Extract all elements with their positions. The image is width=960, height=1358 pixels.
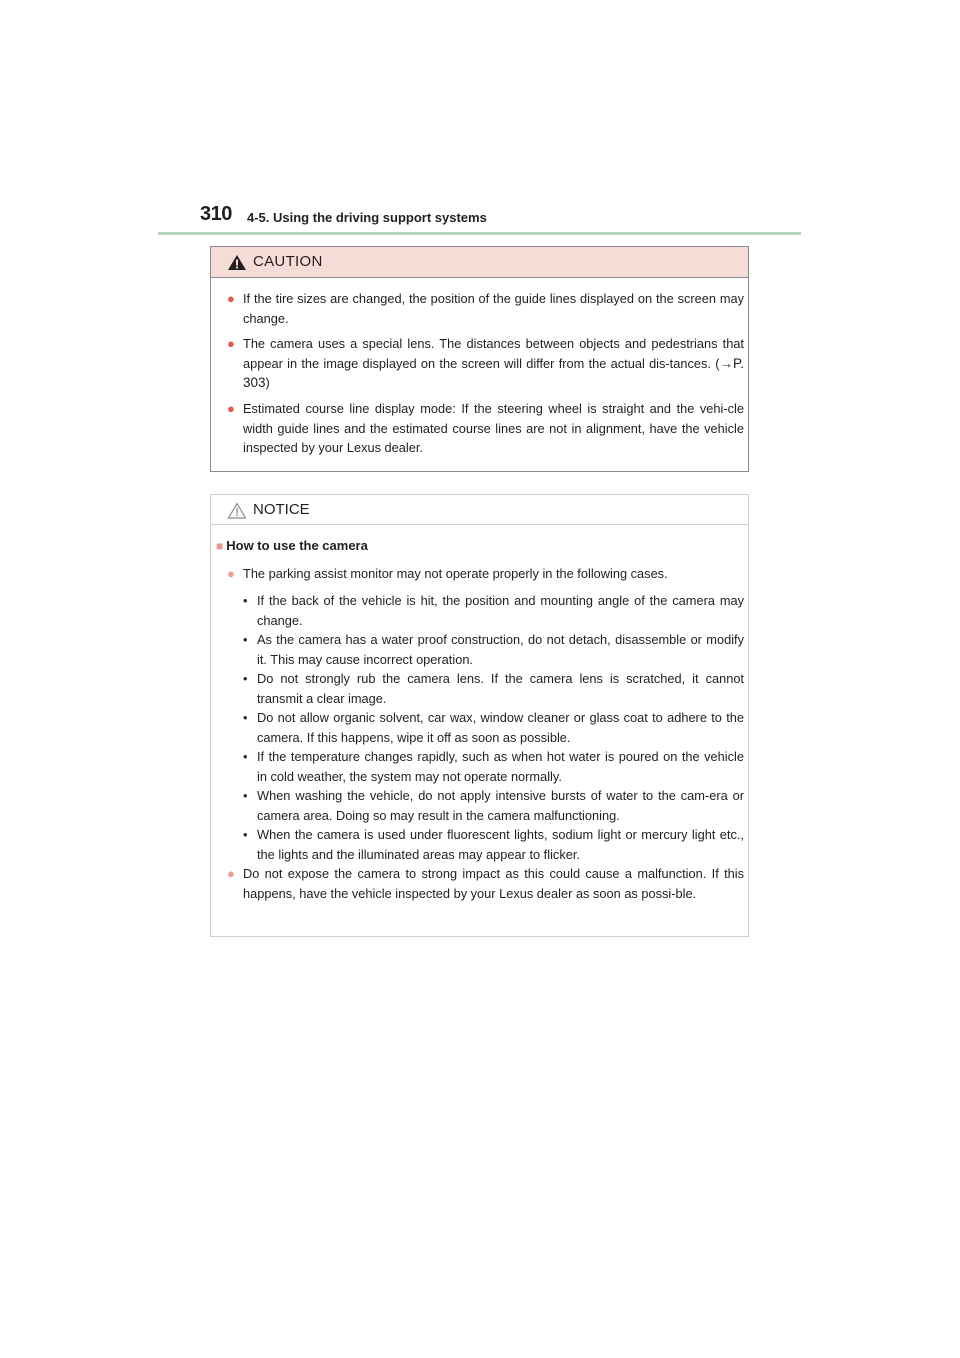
section-title: 4-5. Using the driving support systems	[247, 210, 487, 225]
notice-subheading: ■ How to use the camera	[216, 538, 368, 553]
list-item: • If the back of the vehicle is hit, the position and mounting angle of the camera may change.	[243, 593, 744, 628]
list-item: • If the temperature changes rapidly, such as when hot water is poured on the vehicle in cold weather, the system may not operate normally.	[243, 749, 744, 784]
page-reference[interactable]: →P. 303	[243, 355, 744, 390]
list-item: • Do not strongly rub the camera lens. If the camera lens is scratched, it cannot transmit a clear image.	[243, 671, 744, 706]
caution-header	[211, 247, 748, 278]
notice-bullet-list	[243, 591, 744, 864]
notice-header	[211, 495, 748, 525]
bullet-circle-icon: ●	[227, 291, 235, 306]
caution-item: ● Estimated course line display mode: If the steering wheel is straight and the vehi-cle width guide lines and the estimated course lines are not in alignment, have the vehicle inspected by your Lexus dealer.	[227, 401, 744, 455]
caution-item: ● If the tire sizes are changed, the position of the guide lines displayed on the screen may change.	[227, 291, 744, 326]
caution-item: ● The camera uses a special lens. The distances between objects and pedestrians that appear in the image displayed on the screen will differ from the actual dis-tances. (→P. 303)	[227, 336, 744, 390]
page-number: 310	[200, 203, 232, 225]
notice-title: NOTICE	[253, 501, 310, 518]
page-header	[158, 200, 801, 234]
notice-intro: ● The parking assist monitor may not operate properly in the following cases.	[227, 564, 744, 584]
notice-final: ● Do not expose the camera to strong impact as this could cause a malfunction. If this happens, have the vehicle inspected by your Lexus dealer as soon as possi-ble.	[227, 866, 744, 901]
warning-icon	[227, 254, 247, 271]
warning-outline-icon	[227, 502, 247, 519]
bullet-circle-icon: ●	[227, 336, 235, 351]
notice-box	[210, 494, 749, 937]
bullet-circle-icon: ●	[227, 566, 235, 581]
list-item: • When washing the vehicle, do not apply intensive bursts of water to the cam-era or camera area. Doing so may result in the camera malfunctioning.	[243, 788, 744, 823]
caution-box	[210, 246, 749, 472]
bullet-circle-icon: ●	[227, 401, 235, 416]
header-rule	[158, 232, 801, 235]
list-item: • As the camera has a water proof construction, do not detach, disassemble or modify it. This may cause incorrect operation.	[243, 632, 744, 667]
caution-title: CAUTION	[253, 253, 323, 270]
square-bullet-icon: ■	[216, 539, 224, 553]
list-item: • Do not allow organic solvent, car wax, window cleaner or glass coat to adhere to the camera. If this happens, wipe it off as soon as possible.	[243, 710, 744, 745]
list-item: • When the camera is used under fluorescent lights, sodium light or mercury light etc., the lights and the illuminated areas may appear to flicker.	[243, 827, 744, 862]
bullet-circle-icon: ●	[227, 866, 235, 881]
